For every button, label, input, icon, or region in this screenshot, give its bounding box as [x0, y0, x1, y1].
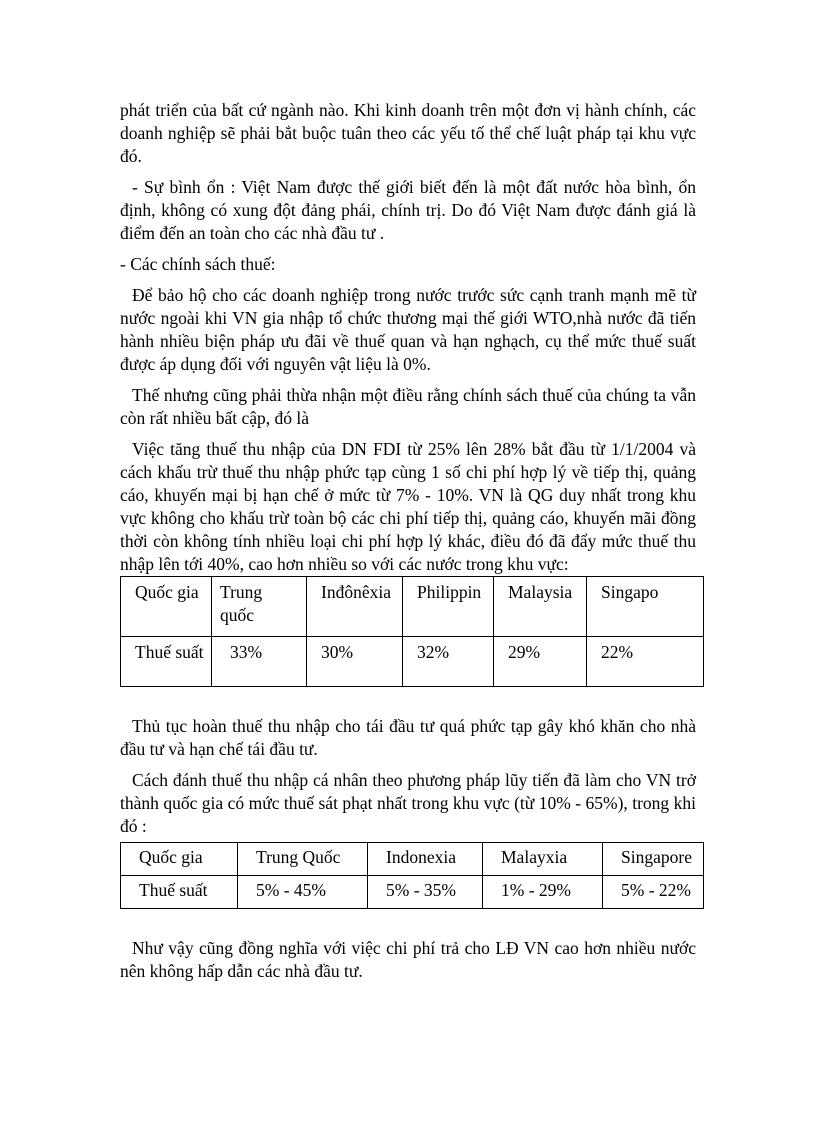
table-cell: Singapore [603, 843, 704, 876]
table-cell: Inđônêxia [307, 577, 403, 637]
table-cell: 5% - 35% [368, 876, 483, 909]
table-cell: Trung Quốc [238, 843, 368, 876]
table-row [121, 637, 704, 687]
table-cell: Quốc gia [121, 843, 238, 876]
table-cell: 33% [212, 637, 307, 687]
table-cell: 5% - 45% [238, 876, 368, 909]
paragraph: Thế nhưng cũng phải thừa nhận một điều rằng chính sách thuế của chúng ta vẫn còn rất nhiều bất cập, đó là [120, 385, 696, 428]
paragraph: Việc tăng thuế thu nhập của DN FDI từ 25% lên 28% bắt đầu từ 1/1/2004 và cách khấu trừ thuế thu nhập phức tạp cùng 1 số chi phí hợp lý về tiếp thị, quảng cáo, khuyến mại bị hạn chế ở mức từ 7% - 10%. VN là QG duy nhất trong khu vực không cho khấu trừ toàn bộ các chi phí tiếp thị, quảng cáo, khuyến mãi đồng thời còn không tính nhiều loại chi phí hợp lý khác, điều đó đã đẩy mức thuế thu nhập lên tới 40%, cao hơn nhiều so với các nước trong khu vực: [120, 439, 696, 574]
paragraph: Để bảo hộ cho các doanh nghiệp trong nước trước sức cạnh tranh mạnh mẽ từ nước ngoài khi VN gia nhập tổ chức thương mại thế giới WTO,nhà nước đã tiến hành nhiều biện pháp ưu đãi về thuế quan và hạn nghạch, cụ thể mức thuế suất được áp dụng đối với nguyên vật liệu là 0%. [120, 285, 696, 374]
table-cell: Philippin [403, 577, 494, 637]
paragraph: Thủ tục hoàn thuế thu nhập cho tái đầu tư quá phức tạp gây khó khăn cho nhà đầu tư và hạn chế tái đầu tư. [120, 716, 696, 759]
table-cell: Quốc gia [121, 577, 212, 637]
table-cell: 30% [307, 637, 403, 687]
table-cell: 5% - 22% [603, 876, 704, 909]
table-row [121, 843, 704, 876]
paragraph: Cách đánh thuế thu nhập cá nhân theo phương pháp lũy tiến đã làm cho VN trở thành quốc gia có mức thuế sát phạt nhất trong khu vực (từ 10% - 65%), trong khi đó : [120, 770, 696, 836]
table-cell: 32% [403, 637, 494, 687]
paragraph: - Sự bình ổn : Việt Nam được thế giới biết đến là một đất nước hòa bình, ổn định, không có xung đột đảng phái, chính trị. Do đó Việt Nam được đánh giá là điểm đến an toàn cho các nhà đầu tư . [120, 177, 696, 243]
table-cell: 1% - 29% [483, 876, 603, 909]
paragraph: phát triển của bất cứ ngành nào. Khi kinh doanh trên một đơn vị hành chính, các doanh nghiệp sẽ phải bắt buộc tuân theo các yếu tố thể chế luật pháp tại khu vực đó. [120, 100, 696, 166]
table-cell: Indonexia [368, 843, 483, 876]
tax-rate-table-personal [120, 842, 704, 909]
table-cell: Trung quốc [212, 577, 307, 637]
table-cell: Thuế suất [121, 876, 238, 909]
table-cell: Malayxia [483, 843, 603, 876]
table-cell: Thuế suất [121, 637, 212, 687]
paragraph: Như vậy cũng đồng nghĩa với việc chi phí trả cho LĐ VN cao hơn nhiều nước nên không hấp dẫn các nhà đầu tư. [120, 938, 696, 981]
table-cell: 29% [494, 637, 587, 687]
table-cell: Singapo [587, 577, 704, 637]
tax-rate-table-corporate [120, 576, 704, 687]
table-row [121, 577, 704, 637]
table-cell: 22% [587, 637, 704, 687]
document-page [120, 99, 696, 991]
paragraph: - Các chính sách thuế: [120, 254, 276, 274]
table-row [121, 876, 704, 909]
table-cell: Malaysia [494, 577, 587, 637]
